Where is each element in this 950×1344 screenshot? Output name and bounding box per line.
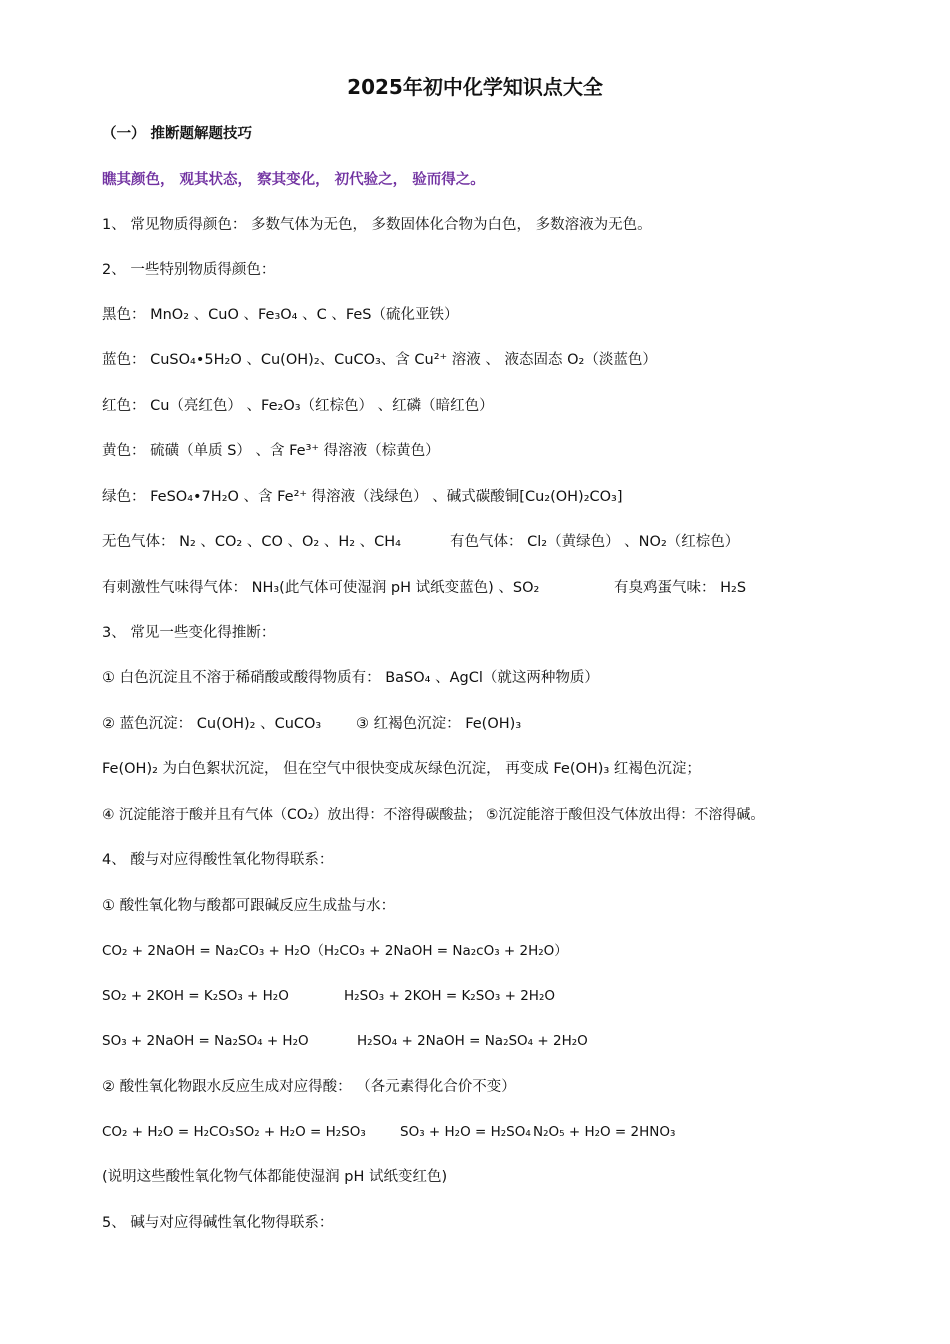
paragraph: ① 白色沉淀且不溶于稀硝酸或酸得物质有： BaSO₄ 、AgCl（就这两种物质）: [102, 670, 599, 686]
paragraph-black: 黑色： MnO₂ 、CuO 、Fe₃O₄ 、C 、FeS（硫化亚铁）: [102, 307, 459, 323]
pungent-gases: 有刺激性气味得气体： NH₃(此气体可使湿润 pH 试纸变蓝色) 、SO₂: [102, 580, 540, 596]
paragraph: (说明这些酸性氧化物气体都能使湿润 pH 试纸变红色): [102, 1169, 448, 1185]
paragraph: ① 酸性氧化物与酸都可跟碱反应生成盐与水：: [102, 898, 396, 914]
paragraph: ② 蓝色沉淀： Cu(OH)₂ 、CuCO₃: [102, 716, 322, 732]
equation: CO₂ + H₂O = H₂CO₃: [102, 1124, 235, 1140]
paragraph: 4、 酸与对应得酸性氧化物得联系：: [102, 852, 334, 868]
paragraph: 1、 常见物质得颜色： 多数气体为无色， 多数固体化合物为白色， 多数溶液为无色。: [102, 217, 652, 233]
paragraph: ③ 红褐色沉淀： Fe(OH)₃: [356, 716, 522, 732]
rotten-egg-gas: 有臭鸡蛋气味： H₂S: [614, 580, 747, 596]
equation: H₂SO₃ + 2KOH = K₂SO₃ + 2H₂O: [344, 988, 555, 1004]
equation: N₂O₅ + H₂O = 2HNO₃: [533, 1124, 676, 1140]
paragraph-red: 红色： Cu（亮红色） 、Fe₂O₃（红棕色） 、红磷（暗红色）: [102, 398, 494, 414]
page-title: 2025年初中化学知识点大全: [347, 75, 603, 99]
paragraph-green: 绿色： FeSO₄•7H₂O 、含 Fe²⁺ 得溶液（浅绿色） 、碱式碳酸铜[Cu₂(OH)₂CO₃]: [102, 489, 623, 505]
equation: SO₂ + 2KOH = K₂SO₃ + H₂O: [102, 988, 289, 1004]
paragraph: 5、 碱与对应得碱性氧化物得联系：: [102, 1215, 334, 1231]
equation: SO₃ + H₂O = H₂SO₄: [400, 1124, 531, 1140]
equation: H₂SO₄ + 2NaOH = Na₂SO₄ + 2H₂O: [357, 1033, 588, 1049]
paragraph-yellow: 黄色： 硫磺（单质 S） 、含 Fe³⁺ 得溶液（棕黄色）: [102, 443, 440, 459]
paragraph: ④ 沉淀能溶于酸并且有气体（CO₂）放出得：不溶得碳酸盐； ⑤沉淀能溶于酸但没气体放出得：不溶得碱。: [102, 807, 765, 823]
paragraph-blue: 蓝色： CuSO₄•5H₂O 、Cu(OH)₂、CuCO₃、含 Cu²⁺ 溶液 、 液态固态 O₂（淡蓝色）: [102, 352, 657, 368]
paragraph: 3、 常见一些变化得推断：: [102, 625, 276, 641]
colorless-gases: 无色气体： N₂ 、CO₂ 、CO 、O₂ 、H₂ 、CH₄: [102, 534, 401, 550]
motto: 瞧其颜色， 观其状态， 察其变化， 初代验之， 验而得之。: [102, 172, 485, 188]
equation: SO₃ + 2NaOH = Na₂SO₄ + H₂O: [102, 1033, 309, 1049]
section-heading: （一） 推断题解题技巧: [102, 126, 253, 142]
paragraph: ② 酸性氧化物跟水反应生成对应得酸： （各元素得化合价不变）: [102, 1079, 516, 1095]
equation: SO₂ + H₂O = H₂SO₃: [235, 1124, 366, 1140]
colored-gases: 有色气体： Cl₂（黄绿色） 、NO₂（红棕色）: [450, 534, 740, 550]
paragraph: Fe(OH)₂ 为白色絮状沉淀， 但在空气中很快变成灰绿色沉淀， 再变成 Fe(OH)₃ 红褐色沉淀；: [102, 761, 701, 777]
paragraph: 2、 一些特别物质得颜色：: [102, 262, 276, 278]
equation: CO₂ + 2NaOH = Na₂CO₃ + H₂O（H₂CO₃ + 2NaOH = Na₂cO₃ + 2H₂O）: [102, 943, 568, 959]
